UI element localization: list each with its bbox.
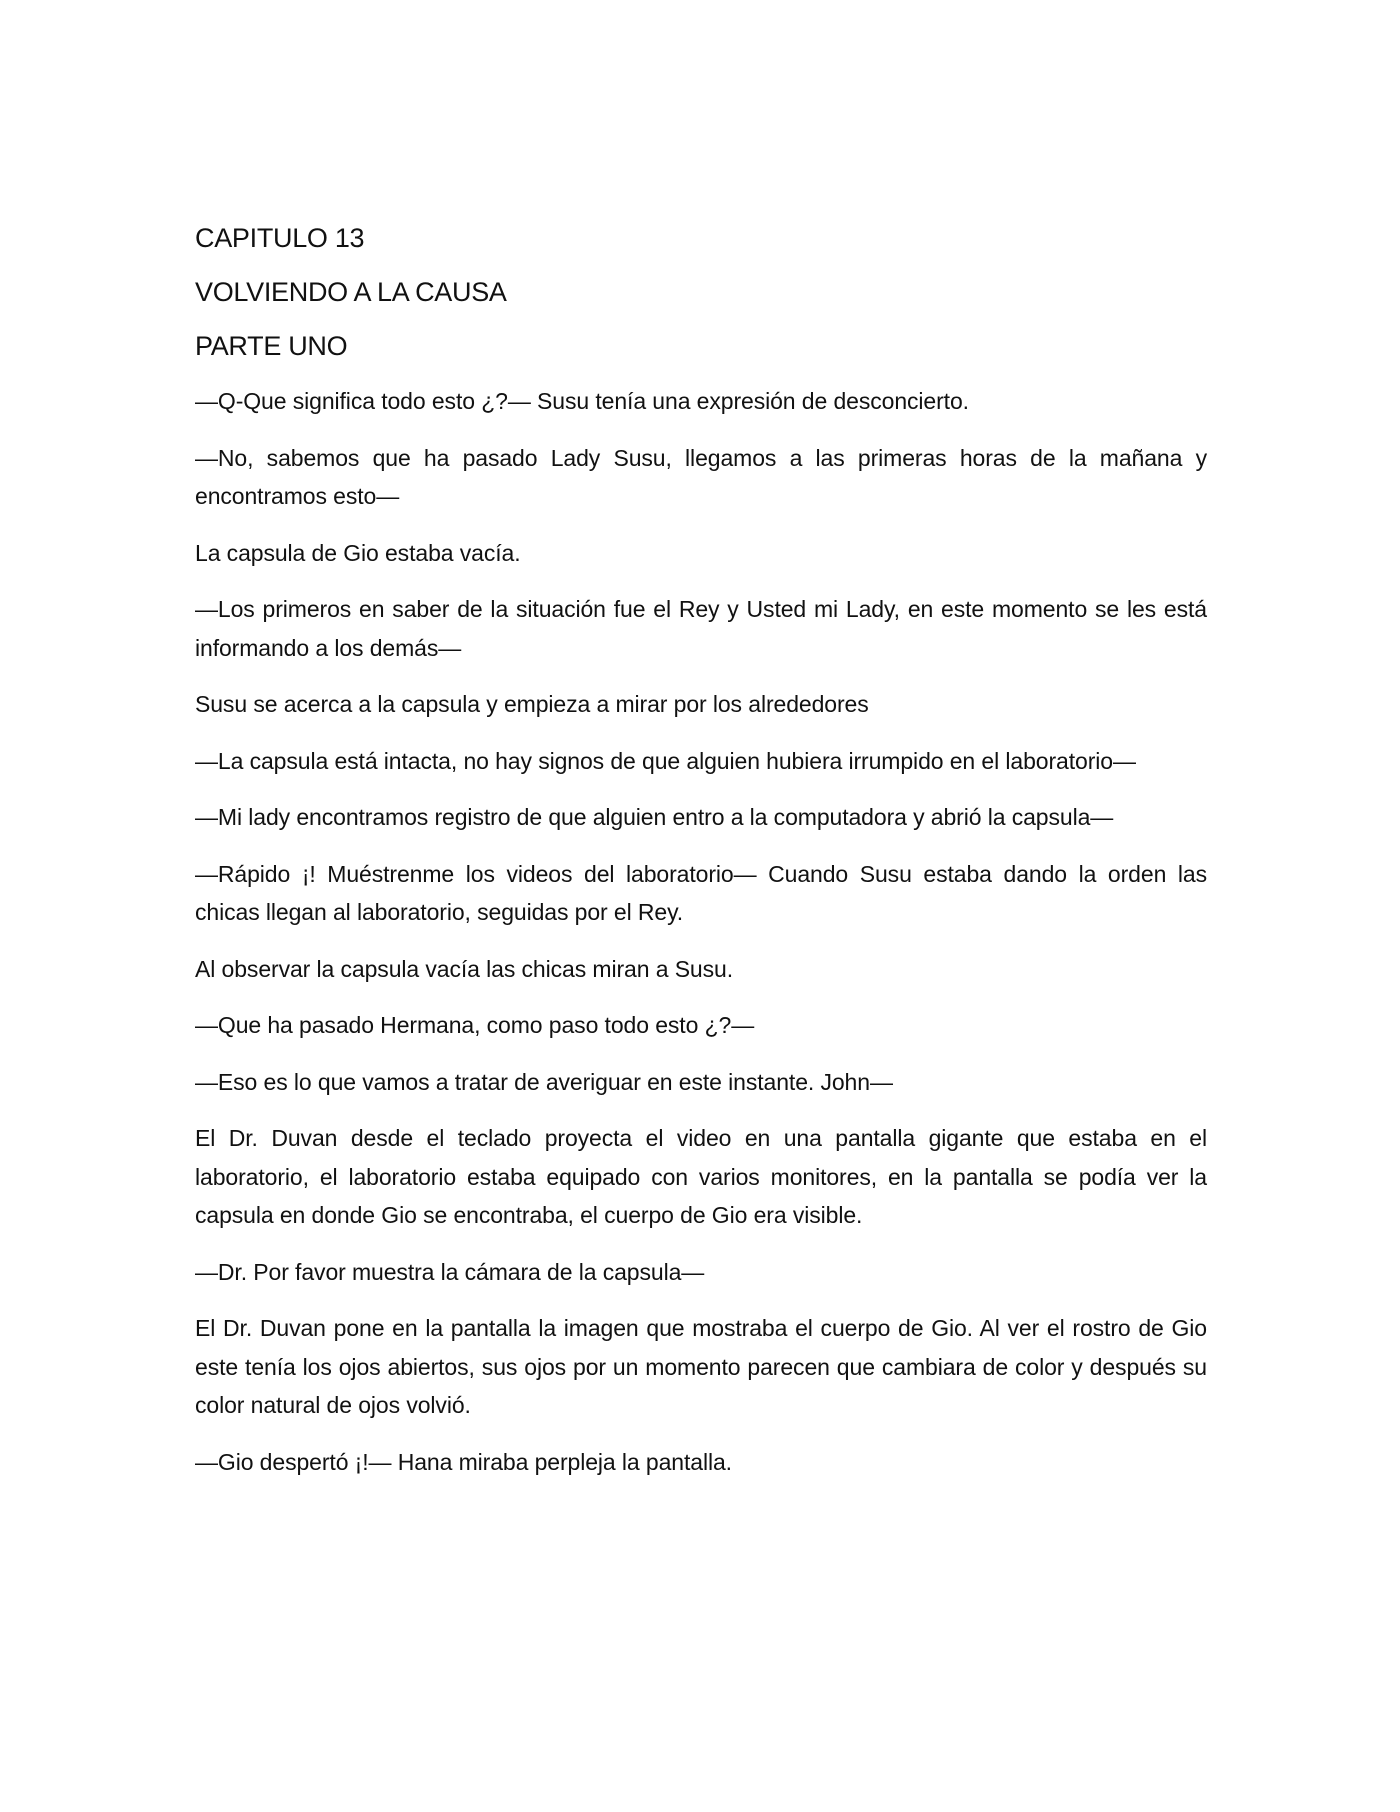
- paragraph-8: —Rápido ¡! Muéstrenme los videos del laboratorio— Cuando Susu estaba dando la orden las chicas llegan al laboratorio, seguidas por el Rey.: [195, 860, 1207, 925]
- document-body: [195, 220, 1207, 1499]
- chapter-subtitle: VOLVIENDO A LA CAUSA: [195, 277, 507, 307]
- paragraph-11: —Eso es lo que vamos a tratar de averiguar en este instante. John—: [195, 1068, 893, 1095]
- paragraph-9: Al observar la capsula vacía las chicas miran a Susu.: [195, 955, 734, 982]
- paragraph-15: —Gio despertó ¡!— Hana miraba perpleja la pantalla.: [195, 1448, 732, 1475]
- paragraph-14: El Dr. Duvan pone en la pantalla la imagen que mostraba el cuerpo de Gio. Al ver el rostro de Gio este tenía los ojos abiertos, sus ojos por un momento parecen que cambiara de color y después su color natural de ojos volvió.: [195, 1315, 1207, 1418]
- paragraph-3: La capsula de Gio estaba vacía.: [195, 539, 521, 566]
- paragraph-4: —Los primeros en saber de la situación fue el Rey y Usted mi Lady, en este momento se les está informando a los demás—: [195, 596, 1207, 661]
- paragraph-7: —Mi lady encontramos registro de que alguien entro a la computadora y abrió la capsula—: [195, 804, 1114, 830]
- paragraph-5: Susu se acerca a la capsula y empieza a mirar por los alrededores: [195, 691, 869, 717]
- chapter-title: CAPITULO 13: [195, 223, 365, 253]
- paragraph-13: —Dr. Por favor muestra la cámara de la capsula—: [195, 1258, 705, 1285]
- paragraph-2: —No, sabemos que ha pasado Lady Susu, llegamos a las primeras horas de la mañana y encontramos esto—: [195, 444, 1207, 509]
- paragraph-12: El Dr. Duvan desde el teclado proyecta el video en una pantalla gigante que estaba en el laboratorio, el laboratorio estaba equipado con varios monitores, en la pantalla se podía ver la capsula en donde Gio se encontraba, el cuerpo de Gio era visible.: [195, 1125, 1207, 1228]
- paragraph-6: —La capsula está intacta, no hay signos de que alguien hubiera irrumpido en el laboratorio—: [195, 747, 1136, 774]
- paragraph-10: —Que ha pasado Hermana, como paso todo esto ¿?—: [195, 1012, 755, 1038]
- paragraph-1: —Q-Que significa todo esto ¿?— Susu tenía una expresión de desconcierto.: [195, 388, 969, 414]
- part-title: PARTE UNO: [195, 331, 348, 361]
